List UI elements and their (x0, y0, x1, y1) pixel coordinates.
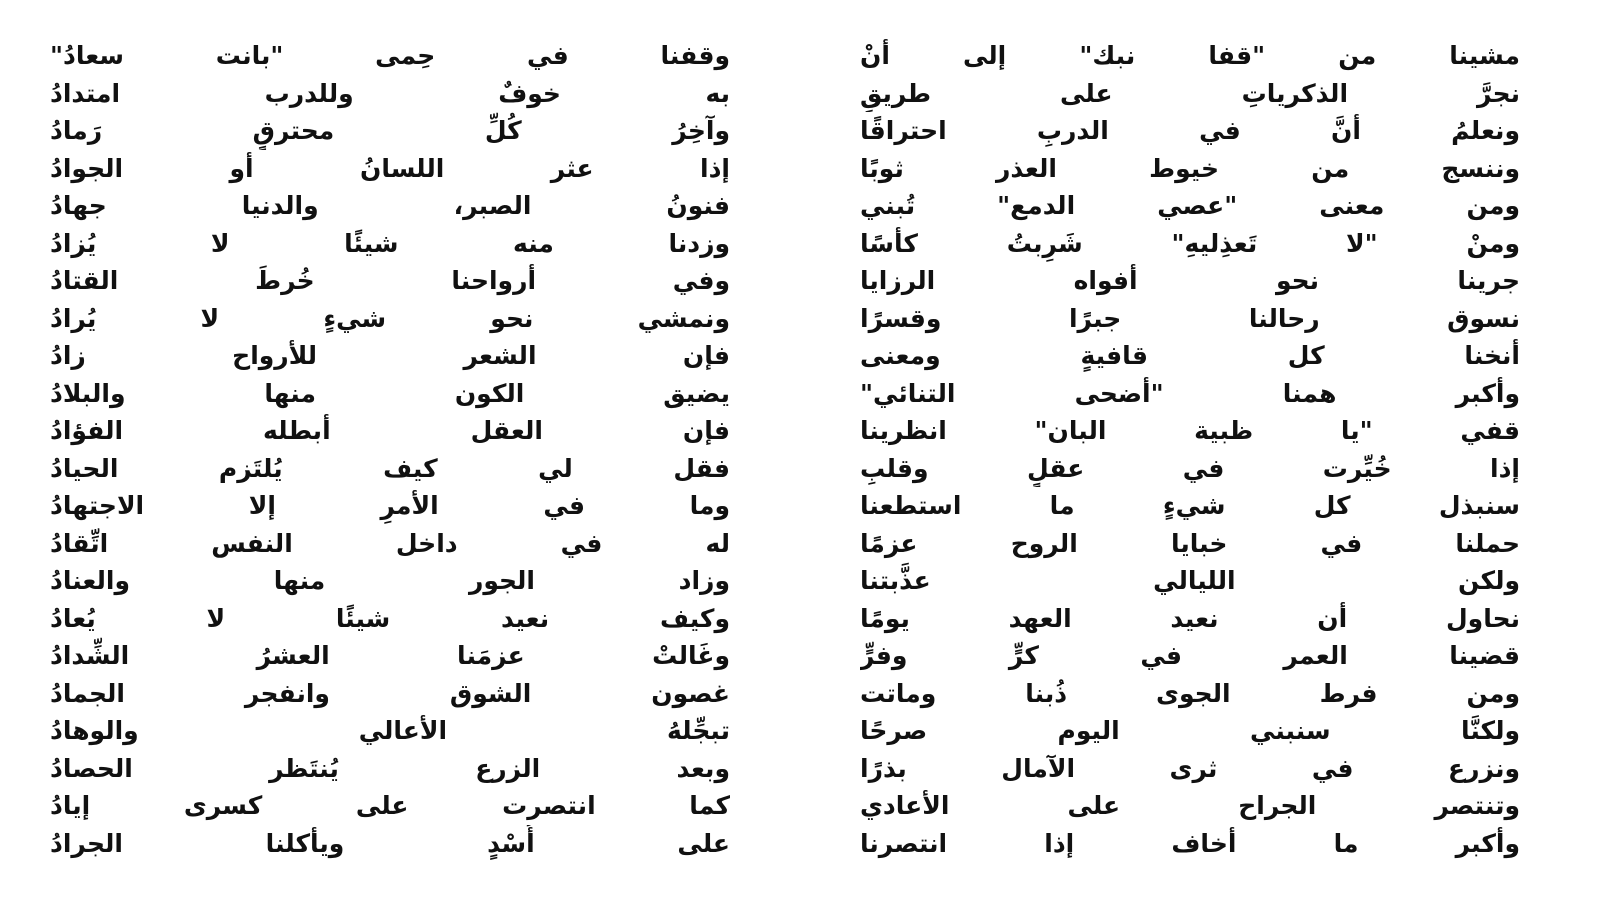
poem-line: تبجِّلهُ الأعالي والوهادُ (50, 716, 730, 745)
poem-line: ومن فرط الجوى ذُبنا وماتت (860, 678, 1520, 708)
poem-line: ولكنَّا سنبني اليوم صرحًا (860, 716, 1520, 745)
poem-line: فقل لي كيف يُلتَزم الحيادُ (50, 453, 730, 483)
poem-line: ونمشي نحو شيءٍ لا يُرادُ (50, 303, 730, 333)
poem-line: ومن معنى "عصي الدمع" تُبني (860, 191, 1520, 220)
poem-line: وقفنا في حِمى "بانت سعادُ" (50, 41, 730, 70)
poem-line: وكيف نعيد شيئًا لا يُعادُ (50, 603, 730, 633)
poem-line: قضينا العمر في كرٍّ وفرٍّ (860, 641, 1520, 670)
poem-line: له في داخل النفس اتِّقادُ (50, 528, 730, 558)
poem-line: ونزرع في ثرى الآمال بذرًا (860, 753, 1520, 783)
poem-line: حملنا في خبايا الروح عزمًا (860, 528, 1520, 558)
poem-line: فإن العقل أبطله الفؤادُ (50, 416, 730, 445)
poem-line: كما انتصرت على كسرى إيادُ (50, 791, 730, 820)
poem-line: نسوق رحالنا جبرًا وقسرًا (860, 303, 1520, 333)
poem-line: سنبذل كل شيءٍ ما استطعنا (860, 491, 1520, 520)
poem-line: وآخِرُ كُلِّ محترقٍ رَمادُ (50, 116, 730, 145)
poem-line: يضيق الكون منها والبلادُ (50, 378, 730, 408)
poem-line: على أُسْدٍ ويأكلنا الجرادُ (50, 828, 730, 858)
poem-line: وبعد الزرع يُنتَظر الحصادُ (50, 753, 730, 783)
poem-line: ونعلمُ أنَّ في الدربِ احتراقًا (860, 116, 1520, 145)
poem-line: وما في الأمرِ إلا الاجتهادُ (50, 491, 730, 520)
poem-line: قفي "يا ظبية البان" انظرينا (860, 416, 1520, 445)
poem-line: إذا خُيِّرت في عقلٍ وقلبِ (860, 453, 1520, 483)
poem-line: وتنتصر الجراح على الأعادي (860, 791, 1520, 820)
poem-line: فإن الشعر للأرواح زادُ (50, 341, 730, 370)
poem-line: جرينا نحو أفواه الرزايا (860, 266, 1520, 295)
poem-line: وغَالتْ عزمَنا العشرُ الشِّدادُ (50, 641, 730, 670)
poem-line: به خوفٌ وللدرب امتدادُ (50, 78, 730, 108)
poem-line: غصون الشوق وانفجر الجمادُ (50, 678, 730, 708)
poem-line: وأكبر ما أخاف إذا انتصرنا (860, 828, 1520, 858)
poem-left-column (50, 37, 730, 862)
poem-right-column (860, 37, 1520, 862)
poem-line: نحاول أن نعيد العهد يومًا (860, 603, 1520, 633)
poem-line: ولكن الليالي عذَّبتنا (860, 566, 1520, 595)
poem-line: فنونُ الصبر، والدنيا جهادُ (50, 191, 730, 220)
poem-line: وفي أرواحنا خُرطَ القتادُ (50, 266, 730, 295)
poem-line: وأكبر همنا "أضحى التنائي" (860, 378, 1520, 408)
poem-line: ومنْ "لا تَعذِليهِ" شَرِبتُ كأسًا (860, 228, 1520, 258)
poem-line: وزدنا منه شيئًا لا يُزادُ (50, 228, 730, 258)
poem-line: وزاد الجور منها والعنادُ (50, 566, 730, 595)
poem-line: وننسج من خيوط العذر ثوبًا (860, 153, 1520, 183)
poem-line: مشينا من "قفا نبك" إلى أنْ (860, 41, 1520, 70)
poem-line: نجرَّ الذكرياتِ على طريقِ (860, 78, 1520, 108)
poem-line: إذا عثر اللسانُ أو الجوادُ (50, 153, 730, 183)
poem-line: أنخنا كل قافيةٍ ومعنى (860, 341, 1520, 370)
